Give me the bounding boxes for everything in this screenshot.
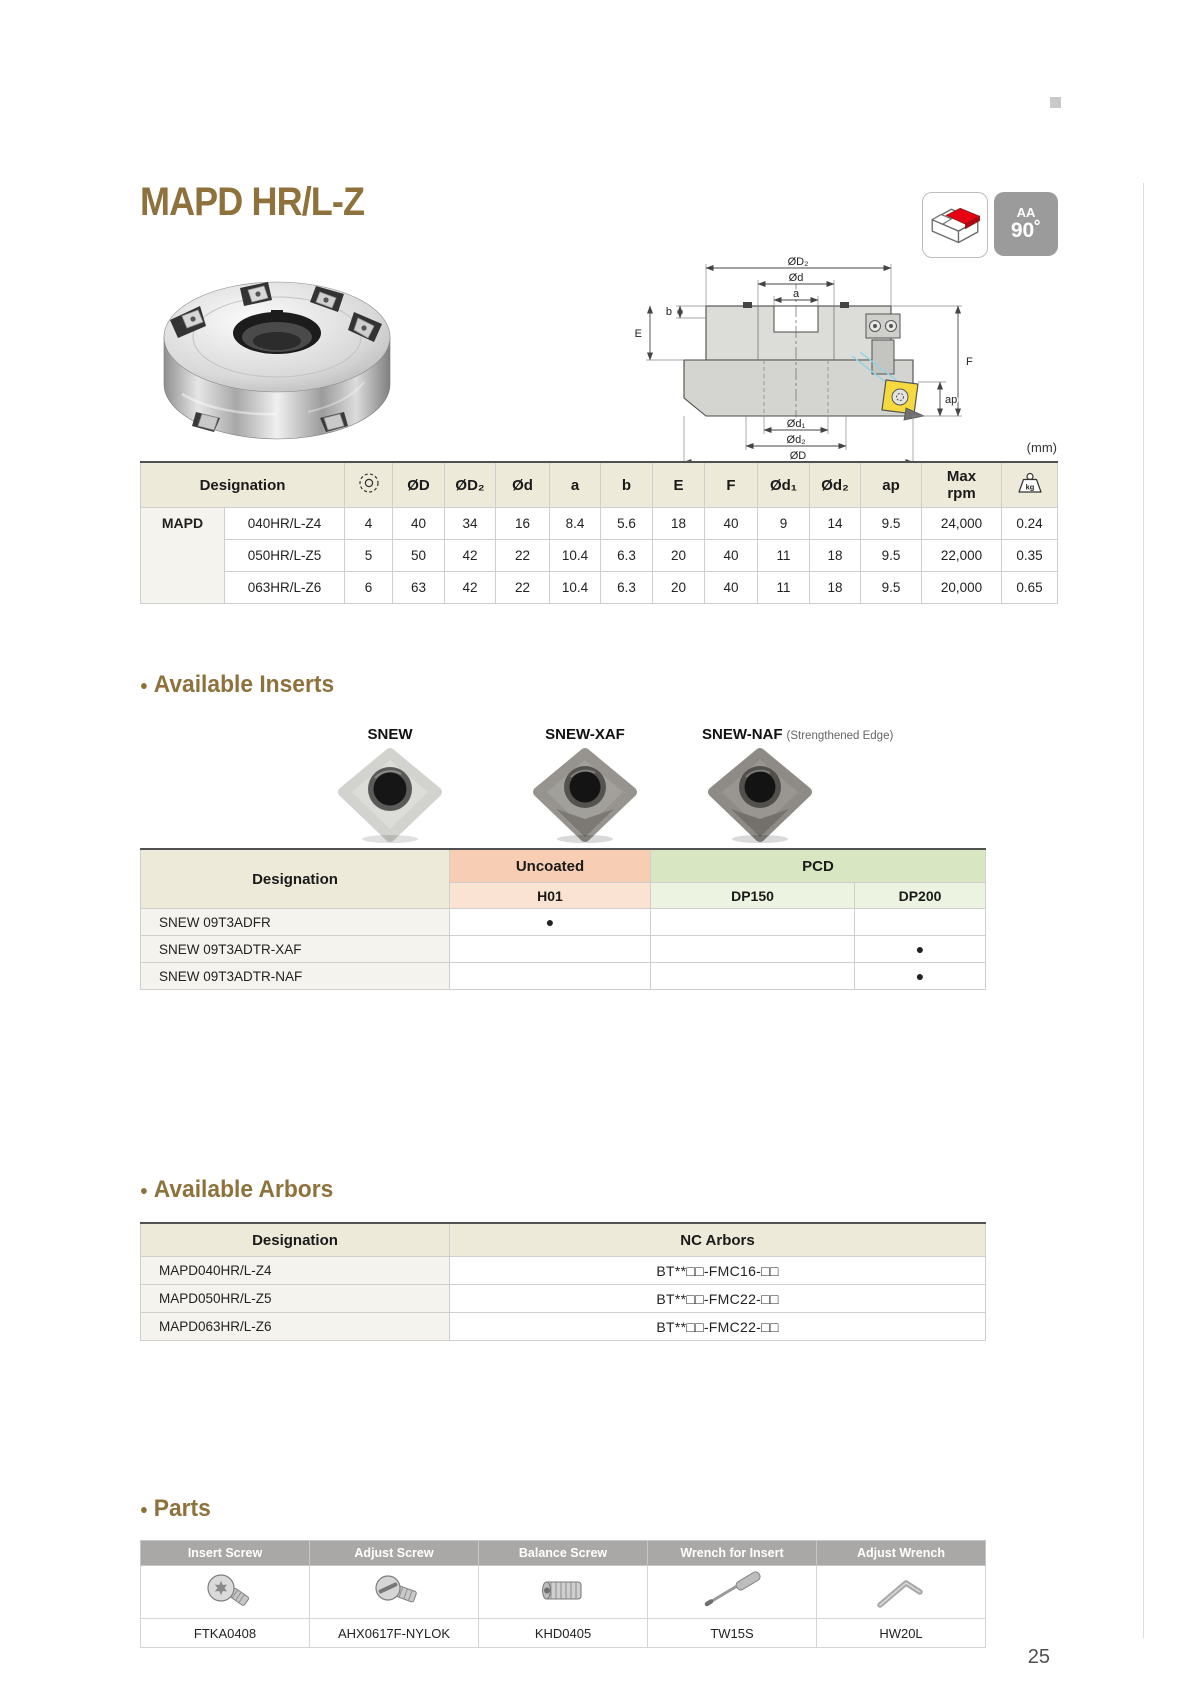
cell: 9.5: [861, 508, 922, 540]
grade-cell: [450, 936, 651, 963]
insert-photo-snew-naf: [705, 746, 815, 851]
insert-type-label: [530, 726, 640, 743]
cell: 5.6: [601, 508, 653, 540]
cell: 20,000: [922, 572, 1002, 604]
insert-row: [141, 936, 986, 963]
grade-cell: [450, 963, 651, 990]
cell: 5: [345, 540, 393, 572]
model-cell: 063HR/L-Z6: [225, 572, 345, 604]
cell: 0.24: [1002, 508, 1058, 540]
cell: 22: [496, 540, 550, 572]
cell: 0.35: [1002, 540, 1058, 572]
cell: 6.3: [601, 540, 653, 572]
col-max-rpm: [922, 462, 1002, 508]
part-code: TW15S: [648, 1619, 817, 1648]
torx-screw-icon: [195, 1568, 255, 1614]
grade-cell: [651, 963, 855, 990]
face-milling-icon-card: [922, 192, 988, 258]
dim-label: Ød: [788, 272, 804, 284]
cell: 18: [653, 508, 705, 540]
arbors-heading-text: Available Arbors: [153, 1176, 334, 1203]
insert-type-label: [702, 726, 893, 743]
svg-text:kg: kg: [1025, 482, 1034, 492]
inserts-table: [140, 848, 986, 990]
dim-label: Ød₂: [786, 434, 806, 446]
approach-angle-badge: [994, 192, 1058, 256]
col-b: b: [601, 462, 653, 508]
arbor-spec: BT**□□-FMC22-□□: [450, 1285, 986, 1313]
parts-heading: [140, 1495, 211, 1523]
model-cell: 040HR/L-Z4: [225, 508, 345, 540]
spec-table: [140, 461, 1058, 604]
cell: 40: [393, 508, 445, 540]
col-od1: Ød₁: [758, 462, 810, 508]
cell: 42: [445, 540, 496, 572]
parts-header-row: [141, 1541, 986, 1566]
spec-header-row: [141, 462, 1058, 508]
parts-image-row: [141, 1566, 986, 1619]
col-nc-arbors: NC Arbors: [450, 1223, 986, 1257]
dim-label: F: [966, 356, 973, 368]
spec-row: [141, 540, 1058, 572]
cell: 9: [758, 508, 810, 540]
col-adjust-wrench: Adjust Wrench: [817, 1541, 986, 1566]
col-weight: [1002, 462, 1058, 508]
grade-available-dot: ●: [855, 963, 986, 990]
dim-label: b: [665, 306, 672, 318]
col-insert-screw: Insert Screw: [141, 1541, 310, 1566]
section-bullet-icon: ●: [140, 677, 149, 693]
arbors-heading: [140, 1176, 333, 1204]
flute-count-icon: [357, 471, 381, 495]
adjust-screw-image: [310, 1566, 479, 1619]
weight-kg-icon: [1015, 471, 1045, 495]
wrench-for-insert-image: [648, 1566, 817, 1619]
arbor-designation: MAPD063HR/L-Z6: [141, 1313, 450, 1341]
col-dp200: DP200: [855, 883, 986, 909]
arbor-spec: BT**□□-FMC16-□□: [450, 1257, 986, 1285]
balance-screw-icon: [533, 1568, 593, 1614]
max-label: Max: [946, 467, 977, 485]
cell: 40: [705, 572, 758, 604]
dim-label: ØD₂: [787, 256, 809, 268]
cell: 42: [445, 572, 496, 604]
col-od: ØD: [393, 462, 445, 508]
cell: 18: [810, 540, 861, 572]
col-e: E: [653, 462, 705, 508]
badge-code: AA: [1016, 205, 1036, 221]
technical-drawing: [606, 256, 996, 476]
arbor-designation: MAPD040HR/L-Z4: [141, 1257, 450, 1285]
section-bullet-icon: ●: [140, 1501, 149, 1517]
cutter-photo: [148, 242, 406, 465]
dim-label: Ød₁: [786, 418, 806, 430]
cell: 20: [653, 572, 705, 604]
cell: 10.4: [550, 540, 601, 572]
arbors-table: [140, 1222, 986, 1341]
rpm-label: rpm: [947, 485, 976, 502]
col-arbor-designation: Designation: [141, 1223, 450, 1257]
insert-designation: SNEW 09T3ADTR-XAF: [141, 936, 450, 963]
col-uncoated: Uncoated: [450, 849, 651, 883]
cell: 40: [705, 540, 758, 572]
insert-type-label: [335, 726, 445, 743]
parts-heading-text: Parts: [153, 1495, 211, 1522]
col-pcd: PCD: [651, 849, 986, 883]
cell: 11: [758, 572, 810, 604]
adjust-screw-icon: [364, 1568, 424, 1614]
cell: 50: [393, 540, 445, 572]
cell: 9.5: [861, 572, 922, 604]
col-ap: ap: [861, 462, 922, 508]
grade-available-dot: ●: [450, 909, 651, 936]
col-h01: H01: [450, 883, 651, 909]
col-a: a: [550, 462, 601, 508]
cell: 4: [345, 508, 393, 540]
page-margin-rule: [1143, 183, 1144, 1638]
insert-photo-snew: [335, 746, 445, 851]
dim-label: ap: [945, 394, 958, 406]
insert-note: (Strengthened Edge): [786, 730, 894, 742]
col-dp150: DP150: [651, 883, 855, 909]
insert-name: SNEW-NAF: [702, 726, 783, 743]
face-mill-icon: [927, 199, 983, 251]
page-title: MAPD HR/L-Z: [140, 180, 365, 224]
arbor-row: [141, 1285, 986, 1313]
part-code: HW20L: [817, 1619, 986, 1648]
col-balance-screw: Balance Screw: [479, 1541, 648, 1566]
cell: 6: [345, 572, 393, 604]
col-insert-designation: Designation: [141, 849, 450, 909]
part-code: KHD0405: [479, 1619, 648, 1648]
dim-label: E: [634, 328, 642, 340]
cell: 6.3: [601, 572, 653, 604]
part-code: AHX0617F-NYLOK: [310, 1619, 479, 1648]
cell: 16: [496, 508, 550, 540]
grade-available-dot: ●: [855, 936, 986, 963]
inserts-heading: [140, 671, 334, 699]
hex-key-icon: [866, 1568, 936, 1614]
col-flute-count: [345, 462, 393, 508]
insert-screw-image: [141, 1566, 310, 1619]
col-adjust-screw: Adjust Screw: [310, 1541, 479, 1566]
cell: 8.4: [550, 508, 601, 540]
col-designation: Designation: [141, 462, 345, 508]
adjust-wrench-image: [817, 1566, 986, 1619]
col-wrench-for-insert: Wrench for Insert: [648, 1541, 817, 1566]
arbor-row: [141, 1257, 986, 1285]
spec-row: [141, 572, 1058, 604]
col-odd: Ød: [496, 462, 550, 508]
inserts-header-row1: [141, 849, 986, 883]
insert-designation: SNEW 09T3ADFR: [141, 909, 450, 936]
corner-decoration: [1050, 97, 1061, 108]
cell: 22: [496, 572, 550, 604]
insert-designation: SNEW 09T3ADTR-NAF: [141, 963, 450, 990]
spec-row: [141, 508, 1058, 540]
section-bullet-icon: ●: [140, 1182, 149, 1198]
model-cell: 050HR/L-Z5: [225, 540, 345, 572]
cell: 9.5: [861, 540, 922, 572]
torx-wrench-icon: [697, 1568, 767, 1614]
col-od2: ØD₂: [445, 462, 496, 508]
balance-screw-image: [479, 1566, 648, 1619]
parts-table: [140, 1540, 986, 1648]
cell: 0.65: [1002, 572, 1058, 604]
insert-row: [141, 909, 986, 936]
insert-name: SNEW-XAF: [545, 726, 625, 743]
arbor-designation: MAPD050HR/L-Z5: [141, 1285, 450, 1313]
cell: 63: [393, 572, 445, 604]
inserts-heading-text: Available Inserts: [153, 671, 335, 698]
dim-label: a: [792, 288, 800, 300]
cell: 18: [810, 572, 861, 604]
cell: 34: [445, 508, 496, 540]
col-f: F: [705, 462, 758, 508]
cell: 14: [810, 508, 861, 540]
page-number: 25: [1027, 1646, 1050, 1668]
col-od2b: Ød₂: [810, 462, 861, 508]
brand-cell: MAPD: [141, 508, 225, 604]
insert-photo-snew-xaf: [530, 746, 640, 851]
cell: 10.4: [550, 572, 601, 604]
cell: 11: [758, 540, 810, 572]
cell: 24,000: [922, 508, 1002, 540]
insert-row: [141, 963, 986, 990]
badge-angle: 90˚: [1010, 218, 1042, 242]
grade-cell: [855, 909, 986, 936]
arbor-spec: BT**□□-FMC22-□□: [450, 1313, 986, 1341]
grade-cell: [651, 936, 855, 963]
dim-label: ØD: [789, 450, 807, 462]
cell: 20: [653, 540, 705, 572]
parts-code-row: [141, 1619, 986, 1648]
grade-cell: [651, 909, 855, 936]
arbors-header-row: [141, 1223, 986, 1257]
cell: 22,000: [922, 540, 1002, 572]
unit-note: (mm): [1026, 440, 1057, 455]
part-code: FTKA0408: [141, 1619, 310, 1648]
insert-name: SNEW: [367, 726, 413, 743]
cell: 40: [705, 508, 758, 540]
arbor-row: [141, 1313, 986, 1341]
